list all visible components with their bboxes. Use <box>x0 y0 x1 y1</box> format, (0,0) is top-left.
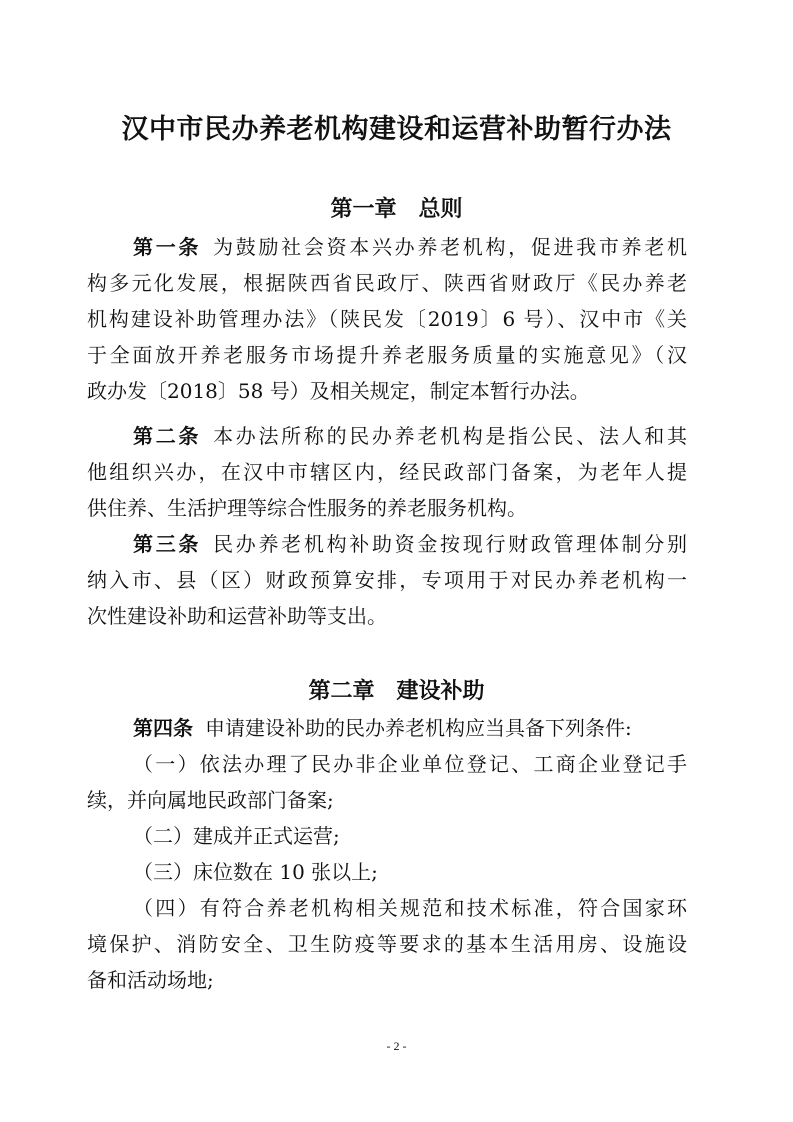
article-4-item-4-cont-1: 境保护、消防安全、卫生防疫等要求的基本生活用房、设施设 <box>87 932 687 956</box>
article-4-line-1 <box>87 710 687 746</box>
article-4-label: 第四条 <box>133 716 193 740</box>
article-1-text: 为鼓励社会资本兴办养老机构，促进我市养老机 <box>213 235 688 259</box>
article-2 <box>87 418 687 526</box>
page-number: - 2 - <box>386 1039 407 1053</box>
article-4-item-1: （一）依法办理了民办非企业单位登记、工商企业登记手 <box>133 752 687 776</box>
article-2-label: 第二条 <box>133 424 202 448</box>
article-1-line-3: 机构建设补助管理办法》（陕民发〔2019〕6 号）、汉中市《关 <box>87 307 687 331</box>
article-4-item-1-cont: 续，并向属地民政部门备案; <box>87 788 334 812</box>
article-2-line-2: 他组织兴办，在汉中市辖区内，经民政部门备案，为老年人提 <box>87 460 687 484</box>
article-1 <box>87 229 687 409</box>
article-3 <box>87 526 687 634</box>
article-4-item-3: （三）床位数在 10 张以上; <box>133 860 378 884</box>
article-3-line-2: 纳入市、县（区）财政预算安排，专项用于对民办养老机构一 <box>87 568 687 592</box>
article-4-item-2: （二）建成并正式运营; <box>133 824 340 848</box>
article-3-line-1 <box>87 526 687 562</box>
article-4 <box>87 710 687 998</box>
document-title: 汉中市民办养老机构建设和运营补助暂行办法 <box>121 114 672 145</box>
article-3-label: 第三条 <box>133 532 202 556</box>
chapter-1-heading: 第一章 总则 <box>330 197 463 222</box>
article-4-item-4-cont-2: 备和活动场地; <box>87 968 214 992</box>
article-1-line-4: 于全面放开养老服务市场提升养老服务质量的实施意见》（汉 <box>87 343 687 367</box>
article-3-line-3: 次性建设补助和运营补助等支出。 <box>87 604 387 628</box>
article-1-line-1 <box>87 229 687 265</box>
article-4-intro: 申请建设补助的民办养老机构应当具备下列条件: <box>205 716 632 740</box>
chapter-2-heading: 第二章 建设补助 <box>308 679 485 704</box>
article-1-line-5: 政办发〔2018〕58 号）及相关规定，制定本暂行办法。 <box>87 379 590 403</box>
article-2-line-3: 供住养、生活护理等综合性服务的养老服务机构。 <box>87 496 527 520</box>
article-1-line-2: 构多元化发展，根据陕西省民政厅、陕西省财政厅《民办养老 <box>87 271 687 295</box>
article-2-line-1 <box>87 418 687 454</box>
article-1-label: 第一条 <box>133 235 202 259</box>
article-2-text: 本办法所称的民办养老机构是指公民、法人和其 <box>213 424 688 448</box>
article-4-item-4: （四）有符合养老机构相关规范和技术标准，符合国家环 <box>133 896 687 920</box>
article-3-text: 民办养老机构补助资金按现行财政管理体制分别 <box>213 532 688 556</box>
